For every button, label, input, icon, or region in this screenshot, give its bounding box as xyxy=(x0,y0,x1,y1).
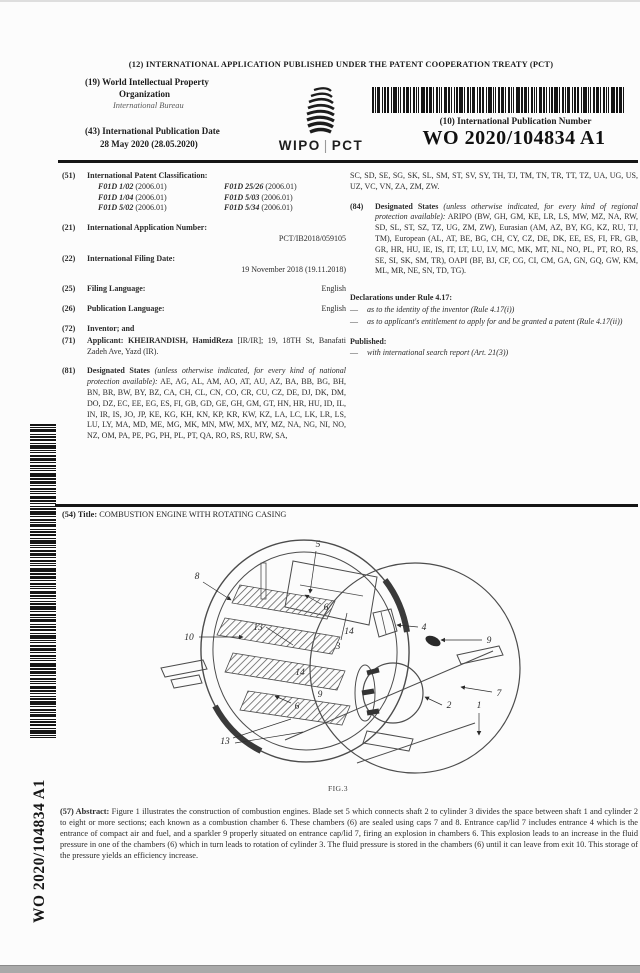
ipc-code: F01D 5/02 xyxy=(98,203,134,213)
ipc-year: (2006.01) xyxy=(265,181,297,191)
biblio-right-column xyxy=(350,171,638,360)
designated-national-num: (81) xyxy=(62,366,76,376)
filing-date-section xyxy=(62,254,346,276)
published-item xyxy=(350,348,638,359)
filing-language-section xyxy=(62,284,346,295)
designated-regional-list: ARIPO (BW, GH, GM, KE, LR, LS, MW, MZ, NA, RW, SD, SL, ST, SZ, TZ, UG, ZM, ZW), Eurasian (AM, AZ, BY, KG, KZ, RU, TJ, TM), European (AL, AT, BE, BG, CH, CY, CZ, DE, DK, EE, ES, FI, FR, GB, GR, HR, HU, IE, IS, IT, LT, LU, LV, MC, MK, MT, NL, NO, PL, PT, RO, RS, SE, SI, SK, SM, TR), OAPI (BF, BJ, CF, CG, CI, CM, GA, GN, GQ, GW, KM, ML, MR, NE, SN, TD, TG). xyxy=(375,212,639,276)
svg-text:3: 3 xyxy=(335,642,341,652)
designated-states-national-section xyxy=(62,366,346,442)
ipc-code: F01D 5/03 xyxy=(224,192,260,202)
svg-text:8: 8 xyxy=(194,572,200,582)
designated-regional-num: (84) xyxy=(350,201,364,211)
dash-bullet: — xyxy=(350,304,358,314)
org-num: (19) xyxy=(85,77,100,87)
declaration-text: as to applicant's entitlement to apply for and be granted a patent (Rule 4.17(ii)) xyxy=(367,316,623,326)
designated-regional-note: (unless otherwise indicated, for every kind of regional protection available): xyxy=(375,201,639,222)
svg-text:6: 6 xyxy=(294,702,300,712)
ipc-num: (51) xyxy=(62,171,76,180)
publication-language-value: English xyxy=(321,304,346,314)
ipc-codes xyxy=(87,182,346,214)
figure-area xyxy=(145,533,560,795)
ipc-year: (2006.01) xyxy=(135,192,167,202)
svg-text:4: 4 xyxy=(421,623,427,633)
applicant-num: (71) xyxy=(62,335,76,345)
svg-text:5: 5 xyxy=(315,540,321,550)
inventor-section xyxy=(62,324,346,335)
figure-drawing xyxy=(145,533,560,781)
biblio-left-column xyxy=(62,171,346,451)
scan-top-edge xyxy=(0,0,640,2)
pct-label: PCT xyxy=(331,138,364,153)
svg-text:14: 14 xyxy=(344,627,354,637)
svg-text:10: 10 xyxy=(184,633,194,643)
designated-national-continuation: SC, SD, SE, SG, SK, SL, SM, ST, SV, SY, TH, TJ, TM, TN, TR, TT, TZ, UA, UG, US, UZ, VC, VN, ZA, ZM, ZW. xyxy=(350,171,638,191)
ipc-cell xyxy=(98,203,220,214)
declarations-heading: Declarations under Rule 4.17: xyxy=(350,293,453,303)
published-text: with international search report (Art. 21(3)) xyxy=(367,348,509,358)
ipc-cell xyxy=(224,203,346,214)
abstract-text: Figure 1 illustrates the construction of combustion engines. Blade set 5 which connects shaft 2 to cylinder 3 divides the space between shaft 1 and cylinder 2 to eight or more sections; each known as a combustion chamber 6. These chambers (6) are sealed using caps 7 and 8. Entrance cap/lid 7 includes entrance 4 which is the entrance of compact air and fuel, and a sparkler 9 properly situated on entrance cap/lid 7, firing an explosion in chambers 6. This explosion leads to an increase in the fluid pressure in one of the chambers (6) which in turn leads to rotation of cylinder 3. The fluid pressure is stored in the chambers (6) until it can leave from exit 10. This storage of the pressure yields an efficiency increase. xyxy=(60,807,639,861)
ipc-cell xyxy=(98,193,220,204)
ipc-section xyxy=(62,171,346,214)
title-label: Title: xyxy=(77,510,98,519)
inventor-num: (72) xyxy=(62,323,76,333)
inventor-label: Inventor; and xyxy=(87,323,135,333)
pct-header-line: (12) INTERNATIONAL APPLICATION PUBLISHED UNDER THE PATENT COOPERATION TREATY (PCT) xyxy=(128,60,554,69)
publication-language-label: Publication Language: xyxy=(87,304,165,314)
published-section xyxy=(350,337,638,360)
declaration-text: as to the identity of the inventor (Rule 4.17(i)) xyxy=(367,304,515,314)
svg-text:9: 9 xyxy=(317,690,323,700)
publication-date-label: (43) International Publication Date xyxy=(85,126,220,136)
svg-text:1: 1 xyxy=(476,701,482,711)
publication-date-value: 28 May 2020 (28.05.2020) xyxy=(100,139,198,149)
wipo-swirl-icon xyxy=(298,85,344,135)
designated-national-note: (unless otherwise indicated, for every kind of national protection available): xyxy=(87,366,347,387)
dash-bullet: — xyxy=(350,316,358,326)
ipc-cell xyxy=(224,193,346,204)
ipc-year: (2006.01) xyxy=(135,203,167,213)
org-name: World Intellectual Property xyxy=(102,77,209,87)
svg-text:6: 6 xyxy=(323,603,329,613)
filing-date-label: International Filing Date: xyxy=(87,253,175,263)
barcode-icon xyxy=(372,87,630,113)
declarations-section xyxy=(350,293,638,327)
svg-text:14: 14 xyxy=(295,668,305,678)
applicant-address: [IR/IR]; 19, 18TH St, Banafati Zadeh Ave, Yazd (IR). xyxy=(87,335,346,356)
applicant-label: Applicant: xyxy=(87,335,124,345)
applicant-name: KHEIRANDISH, HamidReza xyxy=(128,335,233,345)
svg-text:7: 7 xyxy=(496,689,502,699)
designated-states-regional-section xyxy=(350,202,638,278)
ipc-code: F01D 1/04 xyxy=(98,192,134,202)
svg-text:13: 13 xyxy=(220,737,230,747)
figure-caption: FIG.3 xyxy=(328,784,348,793)
abstract-section xyxy=(60,806,638,861)
designated-regional-label: Designated States xyxy=(375,201,439,211)
title-num: (54) xyxy=(62,510,76,519)
application-number-label: International Application Number: xyxy=(87,223,208,233)
wipo-pct-wordmark xyxy=(265,138,377,153)
sidebar-publication-number: WO 2020/104834 A1 xyxy=(31,779,48,923)
org-name-line2: Organization xyxy=(119,88,170,99)
ipc-year: (2006.01) xyxy=(135,181,167,191)
designated-national-list: AE, AG, AL, AM, AO, AT, AU, AZ, BA, BB, BG, BH, BN, BR, BW, BY, BZ, CA, CH, CL, CN, CO, CR, CU, CZ, DE, DJ, DK, DM, DO, DZ, EC, EE, EG, ES, FI, GB, GD, GE, GH, GM, GT, HN, HR, HU, ID, IL, IN, IR, IS, JO, JP, KE, KG, KH, KN, KP, KR, KW, KZ, LA, LC, LK, LR, LS, LU, LY, MA, MD, ME, MG, MK, MN, MW, MX, MY, MZ, NA, NG, NI, NO, NZ, OM, PA, PE, PG, PH, PL, PT, QA, RO, RS, RU, RW, SA, xyxy=(87,377,347,441)
dash-bullet: — xyxy=(350,348,358,358)
filing-language-value: English xyxy=(321,284,346,294)
abstract-label: (57) Abstract: xyxy=(60,807,110,816)
filing-date-num: (22) xyxy=(62,253,76,263)
invention-title: COMBUSTION ENGINE WITH ROTATING CASING xyxy=(99,510,287,519)
filing-language-label: Filing Language: xyxy=(87,284,146,294)
side-barcode-icon xyxy=(30,424,56,744)
filing-date-value: 19 November 2018 (19.11.2018) xyxy=(241,264,346,274)
publication-number: WO 2020/104834 A1 xyxy=(422,127,606,149)
application-number-value: PCT/IB2018/059105 xyxy=(278,233,346,243)
svg-text:13: 13 xyxy=(253,623,263,633)
svg-text:2: 2 xyxy=(446,701,452,711)
wordmark-separator: | xyxy=(323,138,329,153)
publication-number-label: (10) International Publication Number xyxy=(439,116,592,126)
applicant-section xyxy=(62,336,346,358)
header-divider xyxy=(58,160,638,163)
filing-language-num: (25) xyxy=(62,284,76,294)
ipc-code: F01D 5/34 xyxy=(224,203,260,213)
ipc-year: (2006.01) xyxy=(261,203,293,213)
designated-national-label: Designated States xyxy=(87,366,150,376)
application-number-section xyxy=(62,223,346,245)
international-bureau-label: International Bureau xyxy=(113,101,184,111)
ipc-label: International Patent Classification: xyxy=(87,171,208,180)
title-divider xyxy=(55,504,638,507)
title-line xyxy=(62,510,632,519)
ipc-cell xyxy=(224,182,346,193)
wipo-org-block xyxy=(85,77,275,112)
ipc-cell xyxy=(98,182,220,193)
declaration-item xyxy=(350,317,638,328)
publication-language-num: (26) xyxy=(62,304,76,314)
org-name-line1 xyxy=(85,77,275,89)
published-heading: Published: xyxy=(350,336,387,346)
wipo-logo xyxy=(265,85,377,153)
scan-bottom-edge xyxy=(0,965,640,973)
ipc-code: F01D 25/26 xyxy=(224,181,264,191)
ipc-code: F01D 1/02 xyxy=(98,181,134,191)
application-number-num: (21) xyxy=(62,223,76,233)
wipo-label: WIPO xyxy=(278,138,321,153)
svg-text:9: 9 xyxy=(486,636,492,646)
publication-language-section xyxy=(62,304,346,315)
declaration-item xyxy=(350,305,638,316)
ipc-year: (2006.01) xyxy=(261,192,293,202)
